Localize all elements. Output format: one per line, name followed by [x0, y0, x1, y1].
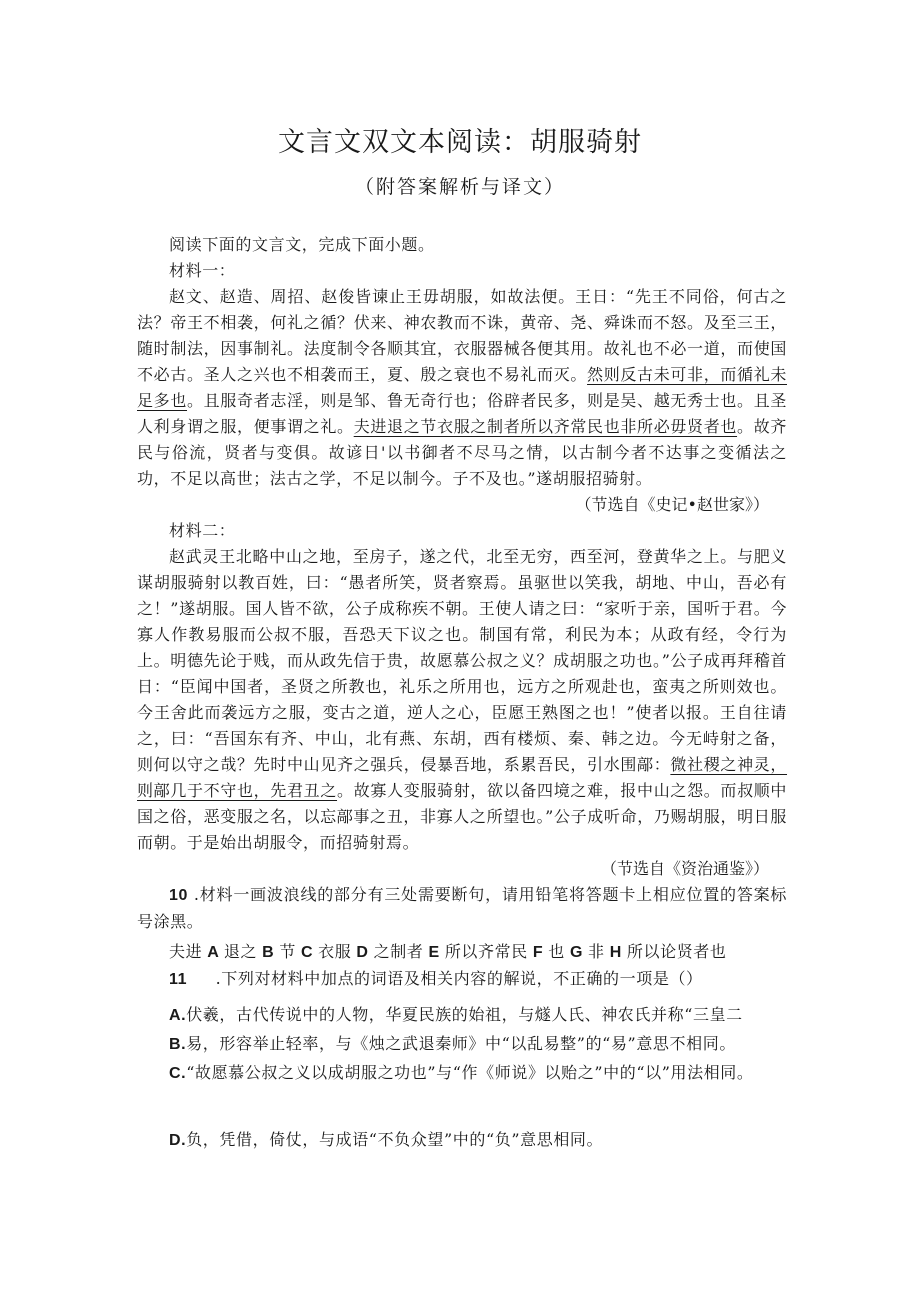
q10-segment: 之制者 — [373, 942, 424, 961]
material2-text-b: 。故寡人变服骑射，欲以备四境之难，报中山之怨。而叔顺中国之俗，恶变服之名，以忘鄗事之丑，非寡人之所望也。”公子成听命，乃赐胡服，明日服而朝。于是始出胡服令，而招骑射焉。 — [137, 781, 788, 852]
q10-mark-f[interactable]: F — [527, 944, 549, 961]
question-11 — [137, 966, 787, 993]
q11-option-a — [137, 1001, 787, 1030]
q10-mark-e[interactable]: E — [423, 944, 445, 961]
instruction: 阅读下面的文言文，完成下面小题。 — [169, 235, 435, 254]
option-text: 负，凭借，倚仗，与成语“不负众望”中的“负”意思相同。 — [186, 1130, 604, 1149]
q10-mark-d[interactable]: D — [351, 944, 374, 961]
q10-mark-b[interactable]: B — [257, 944, 280, 961]
q11-text: .下列对材料中加点的词语及相关内容的解说，不正确的一项是（） — [215, 969, 703, 988]
option-label: D. — [169, 1132, 187, 1149]
material1-text-c: 。故齐民与俗流，贤者与变俱。故谚日'以书御者不尽马之情，以古制今者不达事之变循法之功，不足以高世；法古之学，不足以制今。子不及也。”遂胡服招骑射。 — [137, 417, 787, 488]
q10-mark-g[interactable]: G — [564, 944, 589, 961]
material1-passage — [137, 284, 787, 492]
material1-text-a: 赵文、赵造、周招、赵俊皆谏止王毋胡服，如故法便。王日：“先王不同俗，何古之法？帝王不相袭，何礼之循？伏来、神农教而不诛，黄帝、尧、舜诛而不怒。及至三王，随时制法，因事制礼。法度制令各顺其宜，衣服器械各便其用。故礼也不必一道，而使国不必古。圣人之兴也不相袭而王，夏、殷之衰也不易礼而灭。 — [137, 287, 787, 384]
q10-marked-line — [137, 939, 787, 966]
q10-mark-c[interactable]: C — [295, 944, 319, 961]
q10-segment: 所以论贤者也 — [626, 942, 727, 961]
material2-passage — [137, 544, 787, 856]
material2-text-a: 赵武灵王北略中山之地，至房子，遂之代，北至无穷，西至河，登黄华之上。与肥义谋胡服骑射以教百姓，曰：“愚者所笑，贤者察焉。虽驱世以笑我，胡地、中山，吾必有之！”遂胡服。国人皆不欲，公子成称疾不朝。王使人请之曰：“家听于亲，国听于君。今寡人作教易服而公叔不服，吾恐天下议之也。制国有常，利民为本；从政有经，令行为上。明德先论于贱，而从政先信于贵，故愿慕公叔之义？成胡服之功也。”公子成再拜稽首日：“臣闻中国者，圣贤之所教也，礼乐之所用也，远方之所观赴也，蛮夷之所则效也。今王舍此而袭远方之服，变古之道，逆人之心，臣愿王熟图之也！”使者以报。王自往请之，曰：“吾国东有齐、中山，北有燕、东胡，西有楼烦、秦、韩之边。今无峙射之备，则何以守之哉？先时中山见齐之强兵，侵暴吾地，系累吾民，引水围鄗： — [137, 547, 787, 774]
material1-wavy-underline: 夫进退之节衣服之制者所以齐常民也非所必毋贤者也 — [353, 417, 738, 436]
material1-label: 材料一： — [169, 261, 236, 280]
page-subtitle: （附答案解析与译文） — [354, 176, 565, 198]
question-10 — [137, 882, 787, 935]
q10-segment: 退之 — [223, 942, 258, 961]
page-title: 文言文双文本阅读：胡服骑射 — [278, 127, 642, 158]
material2-underline: 微社稷之神灵，则鄗几于不守也，先君丑之 — [137, 755, 788, 800]
option-text: “故愿慕公叔之义以成胡服之功也”与“作《师说》以贻之”中的“以”用法相同。 — [186, 1063, 754, 1082]
option-label: A. — [169, 1007, 187, 1024]
q10-segment: 节 — [279, 942, 296, 961]
q10-text: .材料一画波浪线的部分有三处需要断句，请用铅笔将答题卡上相应位置的答案标号涂黑。 — [137, 885, 788, 931]
material1-text-b: 。且服奇者志淫，则是邹、鲁无奇行也；俗辟者民多，则是吴、越无秀士也。且圣人利身谓之服，便事谓之礼。 — [137, 391, 787, 436]
option-label: B. — [169, 1036, 187, 1053]
material2-label: 材料二： — [169, 521, 236, 540]
q10-segment: 也 — [548, 942, 565, 961]
q10-mark-a[interactable]: A — [202, 944, 224, 961]
q10-segment: 衣服 — [318, 942, 352, 961]
q11-option-d — [137, 1126, 787, 1155]
q10-mark-h[interactable]: H — [604, 944, 627, 961]
option-label: C. — [169, 1065, 187, 1082]
q10-segment: 夫进 — [169, 942, 203, 961]
q10-segment: 非 — [588, 942, 605, 961]
q11-number: 11 — [169, 971, 188, 988]
option-text: 易，形容举止轻率，与《烛之武退秦师》中“以乱易整”的“易”意思不相同。 — [186, 1034, 736, 1053]
material1-source: （节选自《史记•赵世家》） — [575, 495, 769, 514]
option-text: 伏羲，古代传说中的人物，华夏民族的始祖，与燧人氏、神农氏并称“三皇二 — [186, 1005, 743, 1024]
q10-number: 10 — [169, 887, 188, 904]
material1-underline-a: 然则反古未可非，而循礼未足多也 — [137, 365, 787, 410]
intro-block — [137, 232, 787, 966]
question-11-block — [137, 966, 787, 1155]
q11-option-b — [137, 1030, 787, 1059]
q10-segment: 所以齐常民 — [444, 942, 528, 961]
q11-option-c — [137, 1059, 787, 1088]
material2-source: （节选自《资治通鉴》） — [600, 859, 769, 878]
